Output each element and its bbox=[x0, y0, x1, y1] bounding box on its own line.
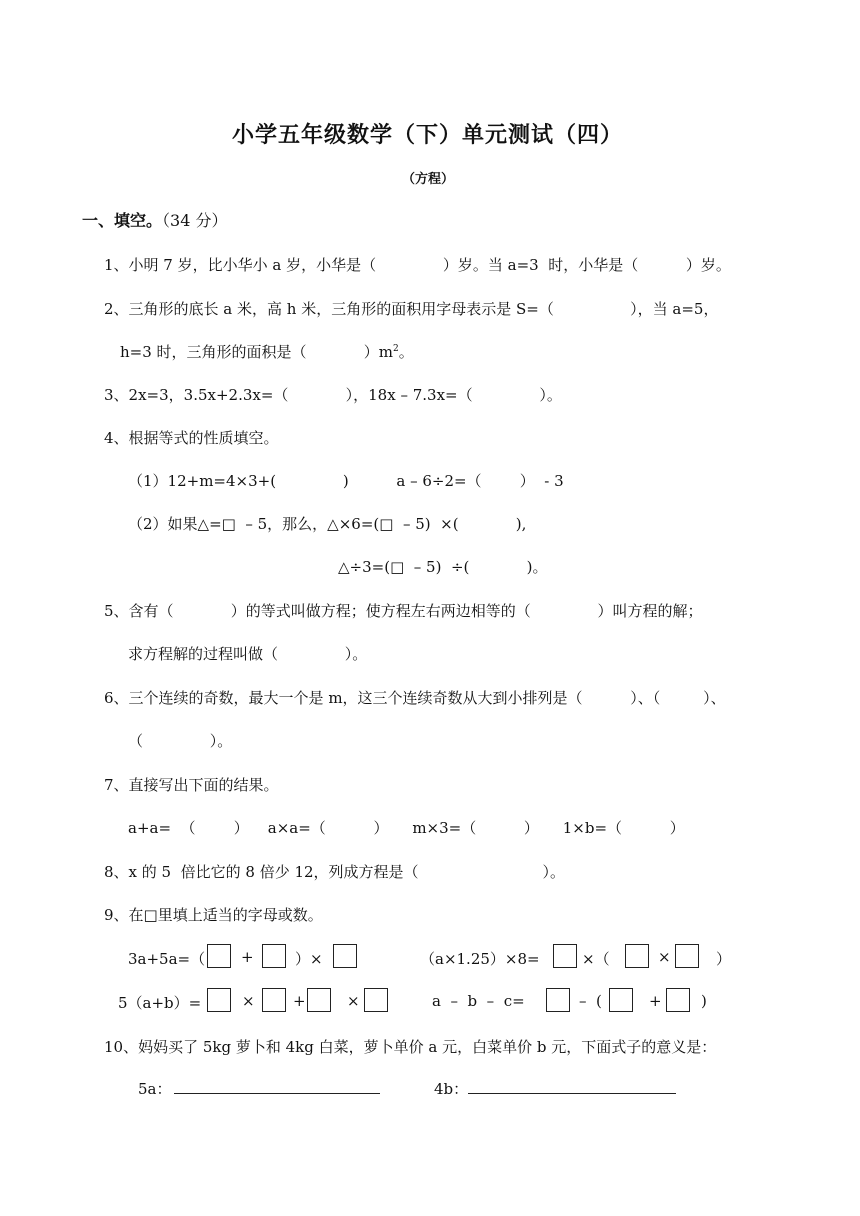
q9-row2-close: ) bbox=[701, 992, 707, 1010]
answer-box[interactable] bbox=[625, 944, 649, 968]
question-7: 7、直接写出下面的结果。 bbox=[104, 776, 279, 794]
question-2-line-2 bbox=[120, 341, 414, 362]
question-6-line-2: （ ）。 bbox=[128, 732, 233, 750]
answer-line-4b[interactable] bbox=[468, 1093, 676, 1094]
answer-box[interactable] bbox=[262, 944, 286, 968]
section-score: （34 分） bbox=[162, 211, 228, 230]
answer-box[interactable] bbox=[207, 944, 231, 968]
answer-box[interactable] bbox=[207, 988, 231, 1012]
q9-row1-times1: ×（ bbox=[582, 950, 610, 968]
q9-row1-paren: ）× bbox=[295, 950, 323, 968]
question-10: 10、妈妈买了 5kg 萝卜和 4kg 白菜，萝卜单价 a 元，白菜单价 b 元，下面式子的意义是： bbox=[104, 1038, 717, 1056]
page-subtitle: （方程） bbox=[402, 172, 455, 187]
answer-line-5a[interactable] bbox=[174, 1093, 380, 1094]
question-3: 3、2x=3，3.5x+2.3x=（ ），18x – 7.3x=（ ）。 bbox=[104, 386, 562, 404]
question-4-part-2-line-1: （2）如果△=□ – 5，那么，△×6=(□ – 5) ×( ), bbox=[128, 515, 527, 533]
q9-row2-plus: + bbox=[293, 992, 306, 1010]
q10-label-a: 5a： bbox=[138, 1080, 172, 1098]
answer-box[interactable] bbox=[333, 944, 357, 968]
question-8: 8、x 的 5 倍比它的 8 倍少 12，列成方程是（ ）。 bbox=[104, 863, 566, 881]
question-6-line-1: 6、三个连续的奇数，最大一个是 m，这三个连续奇数从大到小排列是（ ）、（ ）、 bbox=[104, 689, 726, 707]
answer-box[interactable] bbox=[666, 988, 690, 1012]
q9-row2-times2: × bbox=[347, 992, 360, 1010]
answer-box[interactable] bbox=[553, 944, 577, 968]
answer-box[interactable] bbox=[262, 988, 286, 1012]
question-7-items: a+a= （ ） a×a=（ ） m×3=（ ） 1×b=（ ） bbox=[128, 819, 685, 837]
section-label: 一、填空。 bbox=[82, 211, 163, 230]
question-2-superscript: 2 bbox=[392, 344, 399, 354]
q9-row2-plus2: + bbox=[649, 992, 662, 1010]
question-2-end: 。 bbox=[398, 343, 414, 361]
page-title: 小学五年级数学（下）单元测试（四） bbox=[232, 122, 624, 148]
q9-row2-left: 5（a+b）= bbox=[118, 994, 202, 1012]
question-5-line-2: 求方程解的过程叫做（ ）。 bbox=[128, 645, 368, 663]
q9-row2-right: a – b – c= bbox=[432, 992, 525, 1010]
answer-box[interactable] bbox=[364, 988, 388, 1012]
section-heading bbox=[82, 208, 227, 231]
q9-row1-plus: + bbox=[241, 948, 254, 966]
question-5-line-1: 5、含有（ ）的等式叫做方程；使方程左右两边相等的（ ）叫方程的解； bbox=[104, 602, 703, 620]
q9-row2-times1: × bbox=[242, 992, 255, 1010]
question-2-text: h=3 时，三角形的面积是（ ）m bbox=[120, 343, 393, 361]
answer-box[interactable] bbox=[609, 988, 633, 1012]
q9-row1-times2: × bbox=[658, 948, 671, 966]
answer-box[interactable] bbox=[675, 944, 699, 968]
question-4-part-2-line-2: △÷3=(□ – 5) ÷( )。 bbox=[338, 558, 548, 576]
question-1: 1、小明 7 岁，比小华小 a 岁，小华是（ ）岁。当 a=3 时，小华是（ ）岁。 bbox=[104, 256, 731, 274]
question-4: 4、根据等式的性质填空。 bbox=[104, 429, 279, 447]
answer-box[interactable] bbox=[307, 988, 331, 1012]
q9-row1-right: （a×1.25）×8= bbox=[420, 950, 540, 968]
q9-row1-left: 3a+5a=（ bbox=[128, 950, 206, 968]
answer-box[interactable] bbox=[546, 988, 570, 1012]
q9-row1-close: ） bbox=[716, 950, 732, 968]
q10-label-b: 4b： bbox=[434, 1080, 469, 1098]
question-4-part-1: （1）12+m=4×3+( ) a – 6÷2=（ ） - 3 bbox=[128, 472, 564, 490]
question-2-line-1: 2、三角形的底长 a 米，高 h 米，三角形的面积用字母表示是 S=（ ），当 a=5， bbox=[104, 300, 719, 318]
question-9: 9、在□里填上适当的字母或数。 bbox=[104, 906, 323, 924]
q9-row2-minus: – ( bbox=[579, 992, 602, 1010]
